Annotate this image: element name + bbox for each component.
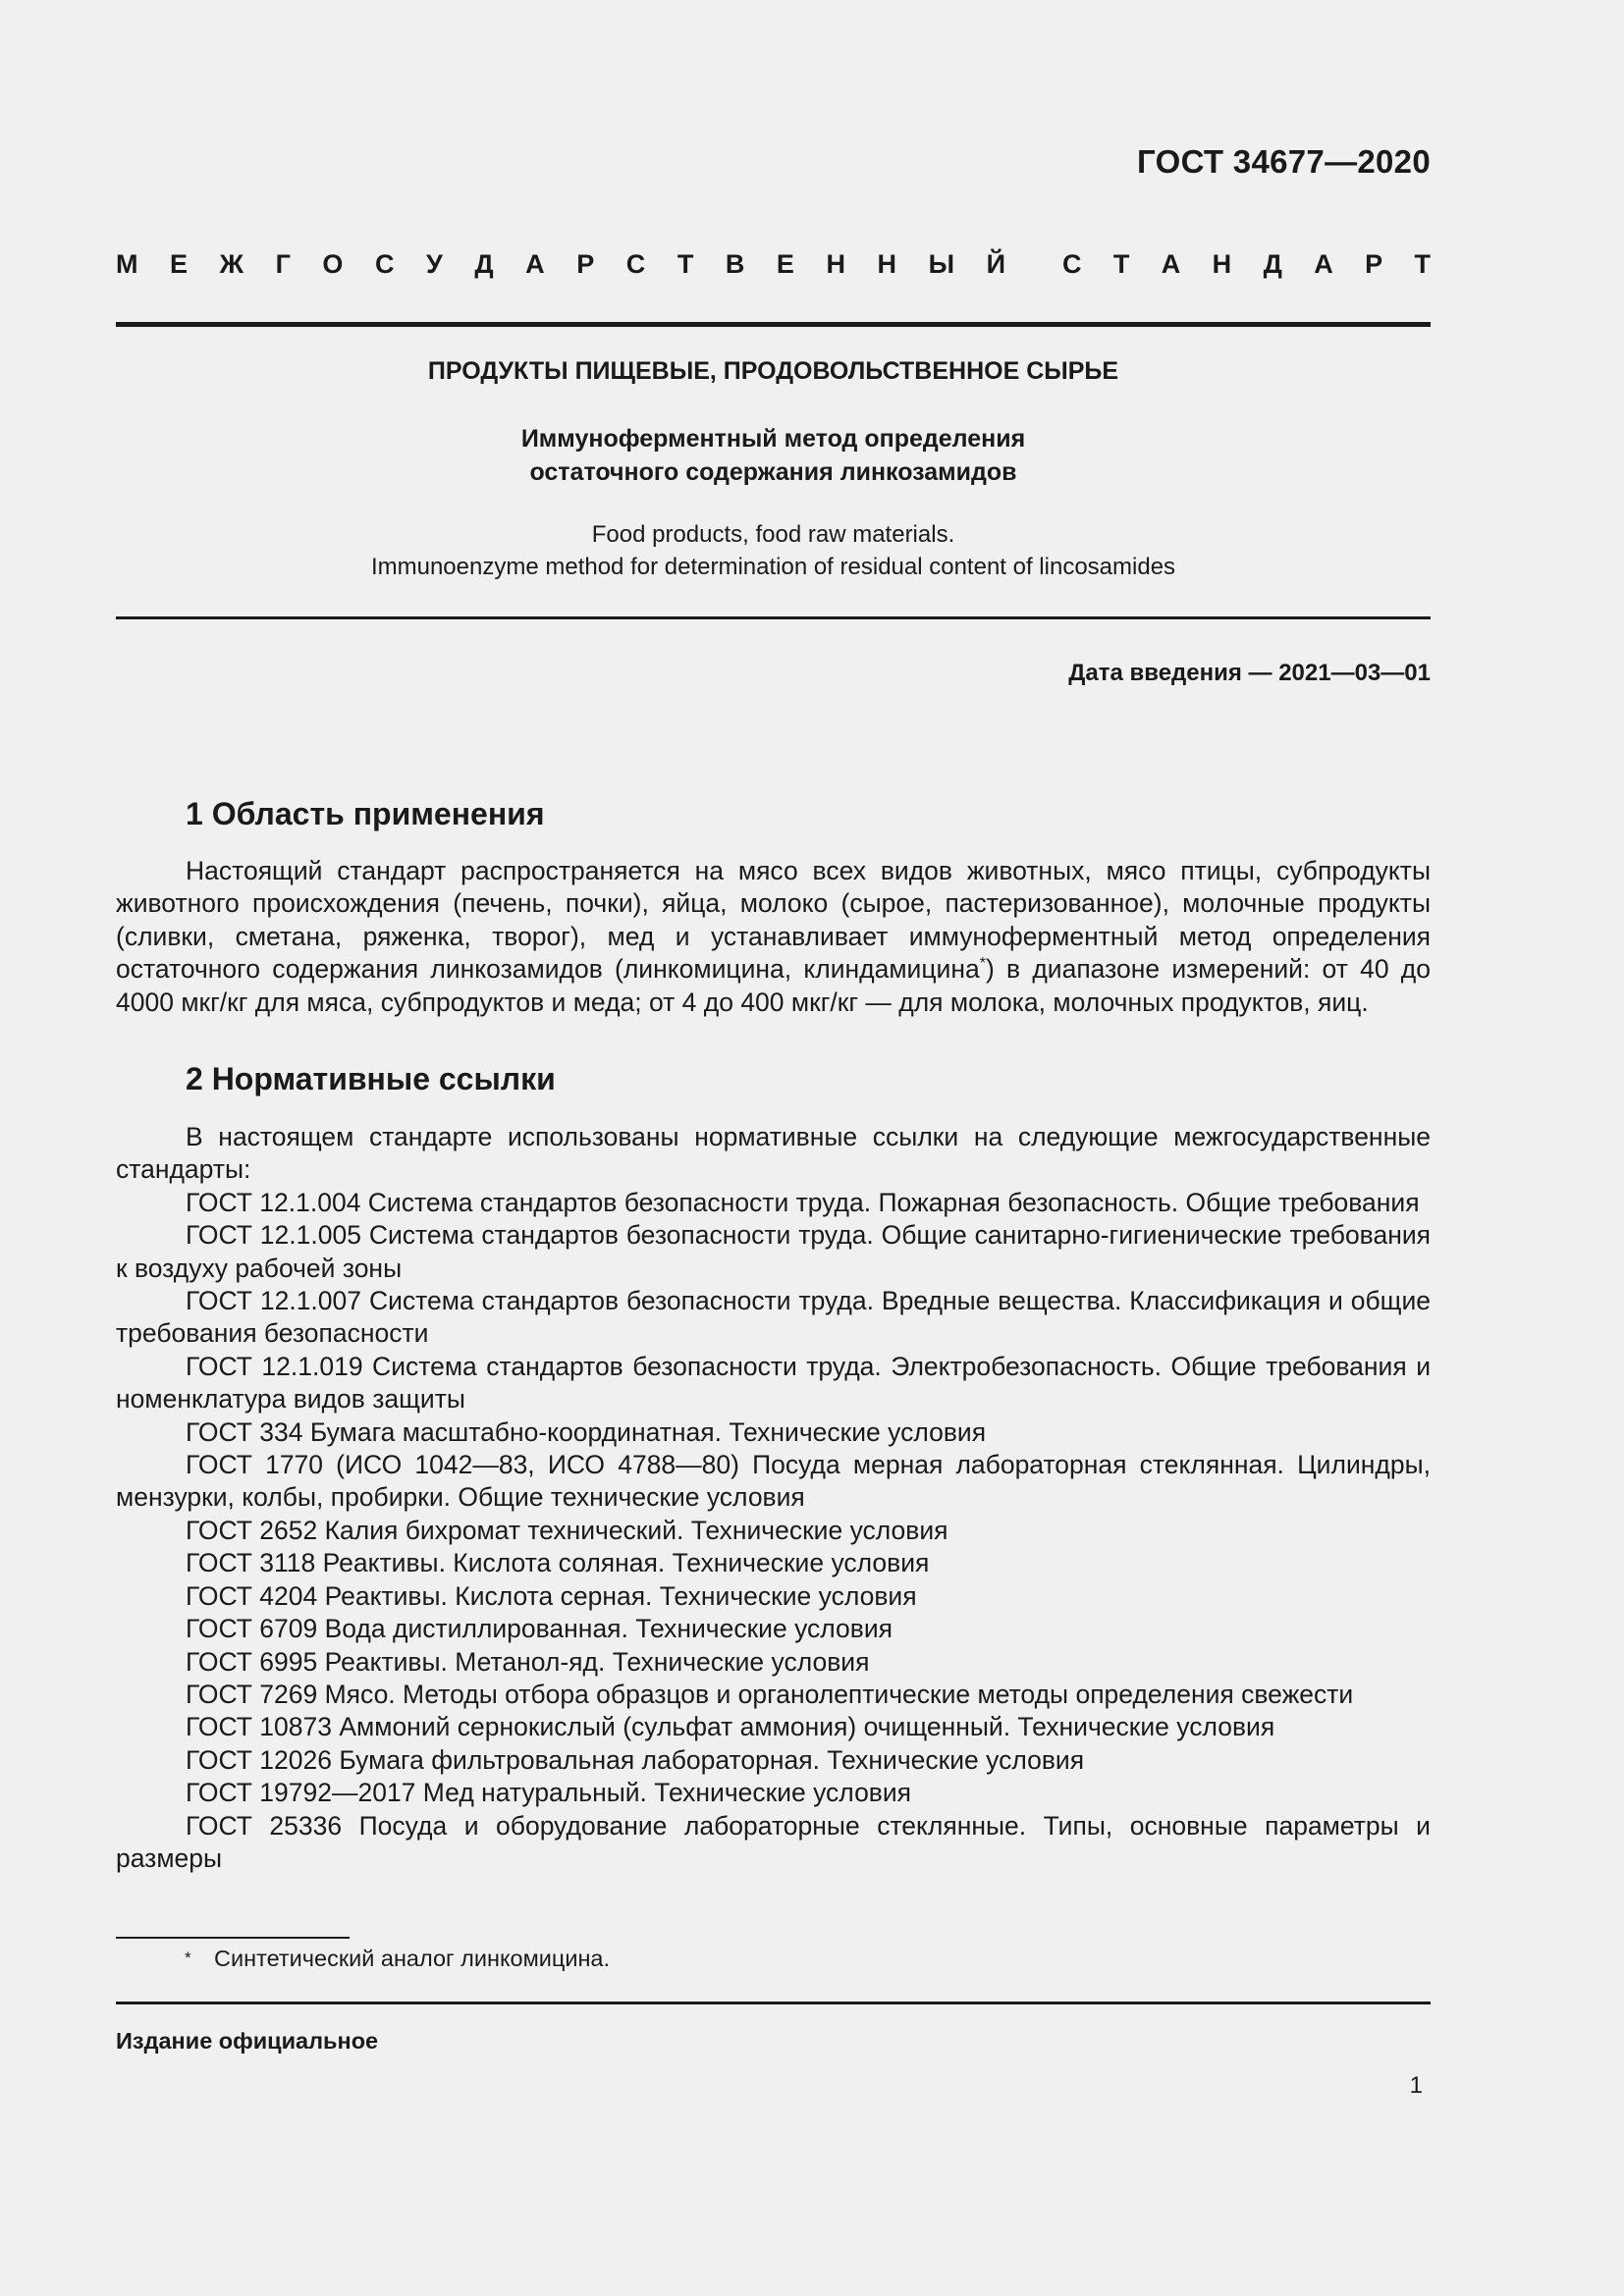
interstate-standard-banner xyxy=(116,249,1431,280)
reference-item: ГОСТ 19792—2017 Мед натуральный. Технические условия xyxy=(186,1778,912,1808)
title-main: ПРОДУКТЫ ПИЩЕВЫЕ, ПРОДОВОЛЬСТВЕННОЕ СЫРЬЕ xyxy=(427,357,1119,385)
references-intro: В настоящем стандарте использованы нормативные ссылки на следующие межгосударственные стандарты: xyxy=(116,1122,1431,1185)
footnote-rule xyxy=(116,1937,350,1939)
page-number: 1 xyxy=(1409,2072,1423,2099)
footnote xyxy=(185,1944,610,1973)
official-edition-label: Издание официальное xyxy=(116,2028,379,2054)
scope-paragraph xyxy=(116,855,1431,1019)
normative-references xyxy=(116,1121,1431,1875)
title-subtitle-line-1: Иммуноферментный метод определения xyxy=(520,425,1026,453)
reference-item: ГОСТ 10873 Аммоний сернокислый (сульфат аммония) очищенный. Технические условия xyxy=(186,1712,1275,1742)
title-rule xyxy=(116,616,1431,619)
reference-item: ГОСТ 12.1.007 Система стандартов безопасности труда. Вредные вещества. Классификация и общие требования безопасности xyxy=(116,1286,1431,1349)
reference-item: ГОСТ 4204 Реактивы. Кислота серная. Технические условия xyxy=(186,1580,917,1611)
title-subtitle xyxy=(116,422,1431,489)
footnote-reference: * xyxy=(979,955,986,973)
document-page xyxy=(116,0,1431,2296)
section-1-heading: 1 Область применения xyxy=(186,796,545,831)
footnote-mark: * xyxy=(185,1949,191,1967)
title-english-line-1: Food products, food raw materials. xyxy=(591,521,955,548)
reference-item: ГОСТ 12026 Бумага фильтровальная лабораторная. Технические условия xyxy=(186,1744,1085,1775)
reference-list xyxy=(116,1187,1431,1876)
document-number: ГОСТ 34677—2020 xyxy=(1137,143,1431,180)
footer-rule xyxy=(116,2002,1431,2004)
reference-item: ГОСТ 12.1.005 Система стандартов безопасности труда. Общие санитарно-гигиенические требования к воздуху рабочей зоны xyxy=(116,1220,1431,1283)
title-english xyxy=(116,518,1431,583)
reference-item: ГОСТ 2652 Калия бихромат технический. Технические условия xyxy=(186,1515,948,1545)
footnote-text: Синтетический аналог линкомицина. xyxy=(214,1946,611,1971)
reference-item: ГОСТ 12.1.004 Система стандартов безопасности труда. Пожарная безопасность. Общие требования xyxy=(186,1187,1420,1217)
section-2-heading: 2 Нормативные ссылки xyxy=(186,1061,556,1096)
reference-item: ГОСТ 6995 Реактивы. Метанол-яд. Технические условия xyxy=(186,1646,870,1677)
interstate-word-1: М Е Ж Г О С У Д А Р С Т В Е Н Н Ы Й xyxy=(116,249,1005,279)
reference-item: ГОСТ 334 Бумага масштабно-координатная. Технические условия xyxy=(186,1416,987,1447)
section-1-text xyxy=(116,855,1431,1019)
reference-item: ГОСТ 7269 Мясо. Методы отбора образцов и органолептические методы определения свежести xyxy=(186,1679,1354,1709)
reference-item: ГОСТ 25336 Посуда и оборудование лабораторные стеклянные. Типы, основные параметры и размеры xyxy=(116,1810,1431,1873)
reference-item: ГОСТ 1770 (ИСО 1042—83, ИСО 4788—80) Посуда мерная лабораторная стеклянная. Цилиндры, мензурки, колбы, пробирки. Общие технические условия xyxy=(116,1450,1431,1513)
scope-text-part-1: Настоящий стандарт распространяется на мясо всех видов животных, мясо птицы, субпродукты животного происхождения (печень, почки), яйца, молоко (сырое, пастеризованное), молочные продукты (сливки, сметана, ряженка, творог), мед и устанавливает иммуноферментный метод определения остаточного содержания линкозамидов (линкомицина, клиндамицина xyxy=(116,856,1431,985)
title-english-line-2: Immunoenzyme method for determination of residual content of lincosamides xyxy=(370,554,1176,580)
header-rule xyxy=(116,322,1431,327)
title-subtitle-line-2: остаточного содержания линкозамидов xyxy=(529,458,1017,486)
scope-text-part-2: ) в диапазоне измерений: от 40 до 4000 мкг/кг для мяса, субпродуктов и меда; от 4 до 400 мкг/кг — для молока, молочных продуктов, яиц. xyxy=(116,954,1432,1017)
reference-item: ГОСТ 3118 Реактивы. Кислота соляная. Технические условия xyxy=(186,1548,930,1578)
interstate-word-2: С Т А Н Д А Р Т xyxy=(1062,249,1431,279)
reference-item: ГОСТ 12.1.019 Система стандартов безопасности труда. Электробезопасность. Общие требования и номенклатура видов защиты xyxy=(116,1351,1431,1415)
introduction-date: Дата введения — 2021—03—01 xyxy=(1068,660,1431,686)
reference-item: ГОСТ 6709 Вода дистиллированная. Технические условия xyxy=(186,1614,893,1644)
